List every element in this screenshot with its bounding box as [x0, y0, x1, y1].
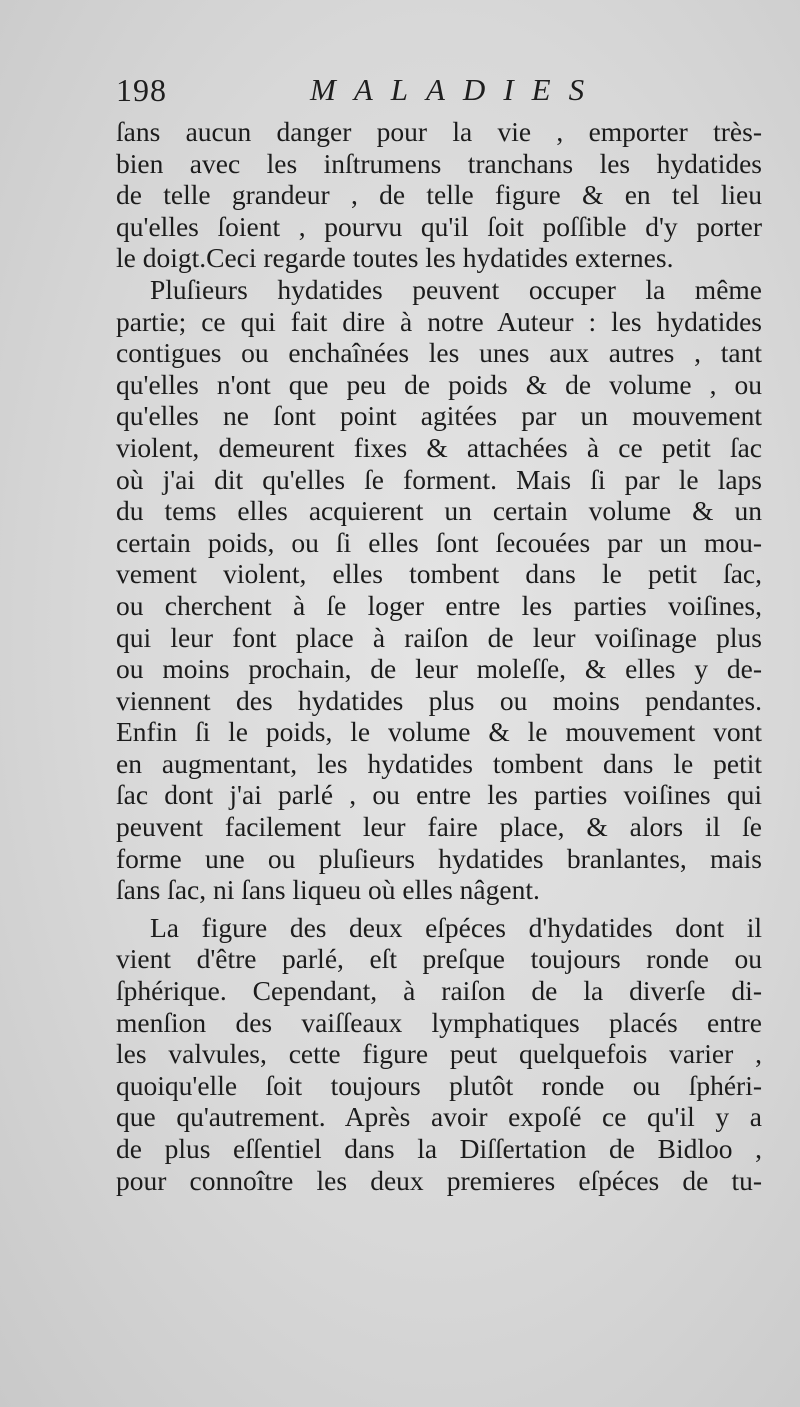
text-line: le doigt.Ceci regarde toutes les hydatides externes. — [116, 242, 674, 274]
text-line: ou cherchent à ſe loger entre les parties voiſines, — [116, 589, 762, 621]
text-line: vement violent, elles tombent dans le petit ſac, — [116, 558, 762, 590]
text-line: du tems elles acquierent un certain volume & un — [116, 495, 762, 527]
text-line: qu'elles n'ont que peu de poids & de volume , ou — [116, 368, 762, 400]
text-line: Enfin ſi le poids, le volume & le mouvement vont — [116, 716, 762, 748]
text-line: quoiqu'elle ſoit toujours plutôt ronde ou ſphéri- — [116, 1069, 762, 1101]
text-line: La figure des deux eſpéces d'hydatides dont il — [150, 911, 762, 943]
text-line: Pluſieurs hydatides peuvent occuper la même — [150, 273, 762, 305]
page-number: 198 — [116, 72, 167, 108]
text-line: certain poids, ou ſi elles ſont ſecouées par un mou- — [116, 526, 762, 558]
text-line: qui leur font place à raiſon de leur voiſinage plus — [116, 621, 762, 653]
text-line: violent, demeurent fixes & attachées à ce petit ſac — [116, 431, 762, 463]
text-line: forme une ou pluſieurs hydatides branlantes, mais — [116, 842, 762, 874]
running-head — [112, 70, 772, 114]
text-line: ſans ſac, ni ſans liqueu où elles nâgent. — [116, 874, 540, 906]
text-line: vient d'être parlé, eſt preſque toujours ronde ou — [116, 943, 762, 975]
text-line: menſion des vaiſſeaux lymphatiques placés entre — [116, 1006, 762, 1038]
text-line: de plus eſſentiel dans la Diſſertation de Bidloo , — [116, 1133, 762, 1164]
text-line: qu'elles ſoient , pourvu qu'il ſoit poſſible d'y porter — [116, 210, 762, 242]
text-line: de telle grandeur , de telle figure & en tel lieu — [116, 179, 762, 211]
text-line: peuvent facilement leur faire place, & alors il ſe — [116, 811, 762, 843]
text-line: les valvules, cette figure peut quelquefois varier , — [116, 1038, 762, 1070]
text-line: partie; ce qui fait dire à notre Auteur : les hydatides — [116, 305, 762, 337]
text-line: ou moins prochain, de leur moleſſe, & elles y de- — [116, 653, 762, 685]
running-title: MALADIES — [310, 72, 603, 107]
text-line: contigues ou enchaînées les unes aux autres , tant — [116, 337, 762, 369]
text-line: ſphérique. Cependant, à raiſon de la diverſe di- — [116, 975, 762, 1007]
text-line: qu'elles ne ſont point agitées par un mouvement — [116, 400, 762, 432]
text-line: où j'ai dit qu'elles ſe forment. Mais ſi par le laps — [116, 463, 762, 495]
text-line: ſans aucun danger pour la vie , emporter très- — [116, 116, 762, 147]
text-line: que qu'autrement. Après avoir expoſé ce qu'il y a — [116, 1101, 762, 1133]
text-line: en augmentant, les hydatides tombent dans le petit — [116, 747, 762, 779]
text-line: viennent des hydatides plus ou moins pendantes. — [116, 684, 762, 716]
body-text — [116, 116, 762, 1196]
text-line: ſac dont j'ai parlé , ou entre les parties voiſines qui — [116, 779, 762, 811]
text-line: bien avec les inſtrumens tranchans les hydatides — [116, 147, 762, 179]
text-line: pour connoître les deux premieres eſpéces de tu- — [116, 1164, 762, 1196]
